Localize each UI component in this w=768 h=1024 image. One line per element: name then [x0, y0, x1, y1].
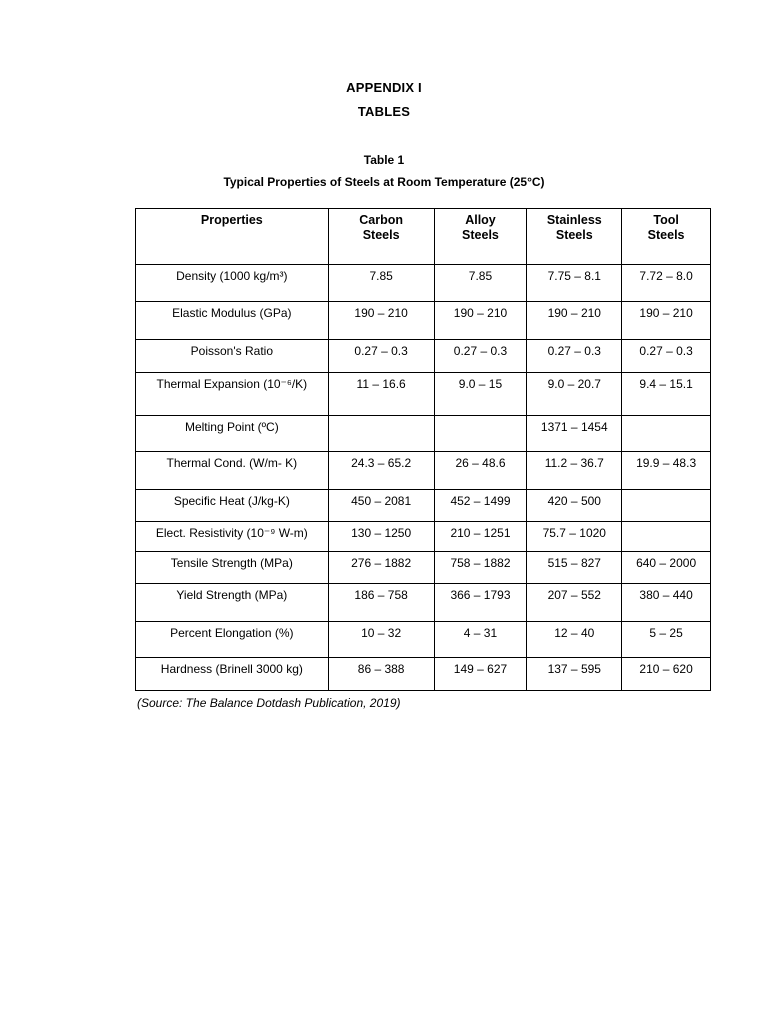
cell-stainless: 12 – 40 [527, 622, 622, 658]
cell-alloy: 452 – 1499 [434, 490, 527, 522]
cell-property: Elect. Resistivity (10⁻⁹ W-m) [136, 522, 329, 552]
cell-tool: 19.9 – 48.3 [622, 452, 711, 490]
cell-tool: 0.27 – 0.3 [622, 340, 711, 373]
cell-tool [622, 416, 711, 452]
cell-property: Thermal Cond. (W/m- K) [136, 452, 329, 490]
cell-carbon: 276 – 1882 [328, 552, 434, 584]
cell-carbon: 0.27 – 0.3 [328, 340, 434, 373]
cell-stainless: 0.27 – 0.3 [527, 340, 622, 373]
cell-alloy: 9.0 – 15 [434, 373, 527, 416]
cell-property: Poisson's Ratio [136, 340, 329, 373]
table-row [136, 265, 711, 302]
cell-carbon: 190 – 210 [328, 302, 434, 340]
cell-property: Hardness (Brinell 3000 kg) [136, 658, 329, 691]
table-title: Typical Properties of Steels at Room Temperature (25°C) [223, 175, 545, 189]
table-row [136, 340, 711, 373]
header-properties: Properties [136, 209, 329, 265]
cell-carbon: 86 – 388 [328, 658, 434, 691]
cell-carbon: 24.3 – 65.2 [328, 452, 434, 490]
cell-property: Percent Elongation (%) [136, 622, 329, 658]
table-row [136, 658, 711, 691]
cell-tool: 210 – 620 [622, 658, 711, 691]
cell-tool: 7.72 – 8.0 [622, 265, 711, 302]
table-row [136, 584, 711, 622]
cell-stainless: 137 – 595 [527, 658, 622, 691]
table-row [136, 302, 711, 340]
cell-tool: 5 – 25 [622, 622, 711, 658]
cell-stainless: 11.2 – 36.7 [527, 452, 622, 490]
cell-tool [622, 490, 711, 522]
cell-stainless: 75.7 – 1020 [527, 522, 622, 552]
source-citation: (Source: The Balance Dotdash Publication, 2019) [137, 696, 401, 710]
steel-properties-table [135, 208, 711, 691]
cell-property: Tensile Strength (MPa) [136, 552, 329, 584]
cell-carbon: 11 – 16.6 [328, 373, 434, 416]
table-row [136, 373, 711, 416]
cell-carbon: 130 – 1250 [328, 522, 434, 552]
cell-stainless: 420 – 500 [527, 490, 622, 522]
cell-alloy: 7.85 [434, 265, 527, 302]
cell-stainless: 190 – 210 [527, 302, 622, 340]
cell-stainless: 515 – 827 [527, 552, 622, 584]
cell-carbon: 186 – 758 [328, 584, 434, 622]
cell-property: Yield Strength (MPa) [136, 584, 329, 622]
header-tool-steels: Tool Steels [622, 209, 711, 265]
cell-stainless: 7.75 – 8.1 [527, 265, 622, 302]
cell-alloy: 4 – 31 [434, 622, 527, 658]
cell-alloy: 190 – 210 [434, 302, 527, 340]
cell-tool: 380 – 440 [622, 584, 711, 622]
cell-carbon [328, 416, 434, 452]
header-alloy-steels: Alloy Steels [434, 209, 527, 265]
cell-alloy: 366 – 1793 [434, 584, 527, 622]
cell-alloy: 210 – 1251 [434, 522, 527, 552]
cell-alloy: 149 – 627 [434, 658, 527, 691]
cell-property: Thermal Expansion (10⁻⁶/K) [136, 373, 329, 416]
cell-tool: 190 – 210 [622, 302, 711, 340]
cell-alloy: 26 – 48.6 [434, 452, 527, 490]
table-row [136, 622, 711, 658]
cell-alloy [434, 416, 527, 452]
cell-stainless: 9.0 – 20.7 [527, 373, 622, 416]
table-row [136, 552, 711, 584]
header-stainless-steels: Stainless Steels [527, 209, 622, 265]
tables-heading: TABLES [357, 104, 411, 119]
header-carbon-steels: Carbon Steels [328, 209, 434, 265]
table-row [136, 416, 711, 452]
cell-stainless: 1371 – 1454 [527, 416, 622, 452]
table-row [136, 452, 711, 490]
table-row [136, 522, 711, 552]
table-header-row [136, 209, 711, 265]
appendix-heading: APPENDIX I [346, 80, 422, 95]
cell-alloy: 0.27 – 0.3 [434, 340, 527, 373]
cell-tool: 640 – 2000 [622, 552, 711, 584]
cell-carbon: 10 – 32 [328, 622, 434, 658]
cell-stainless: 207 – 552 [527, 584, 622, 622]
cell-property: Elastic Modulus (GPa) [136, 302, 329, 340]
cell-property: Melting Point (ºC) [136, 416, 329, 452]
table-row [136, 490, 711, 522]
cell-carbon: 450 – 2081 [328, 490, 434, 522]
cell-property: Density (1000 kg/m³) [136, 265, 329, 302]
cell-tool [622, 522, 711, 552]
cell-carbon: 7.85 [328, 265, 434, 302]
cell-tool: 9.4 – 15.1 [622, 373, 711, 416]
table-number: Table 1 [363, 153, 405, 167]
cell-alloy: 758 – 1882 [434, 552, 527, 584]
cell-property: Specific Heat (J/kg-K) [136, 490, 329, 522]
